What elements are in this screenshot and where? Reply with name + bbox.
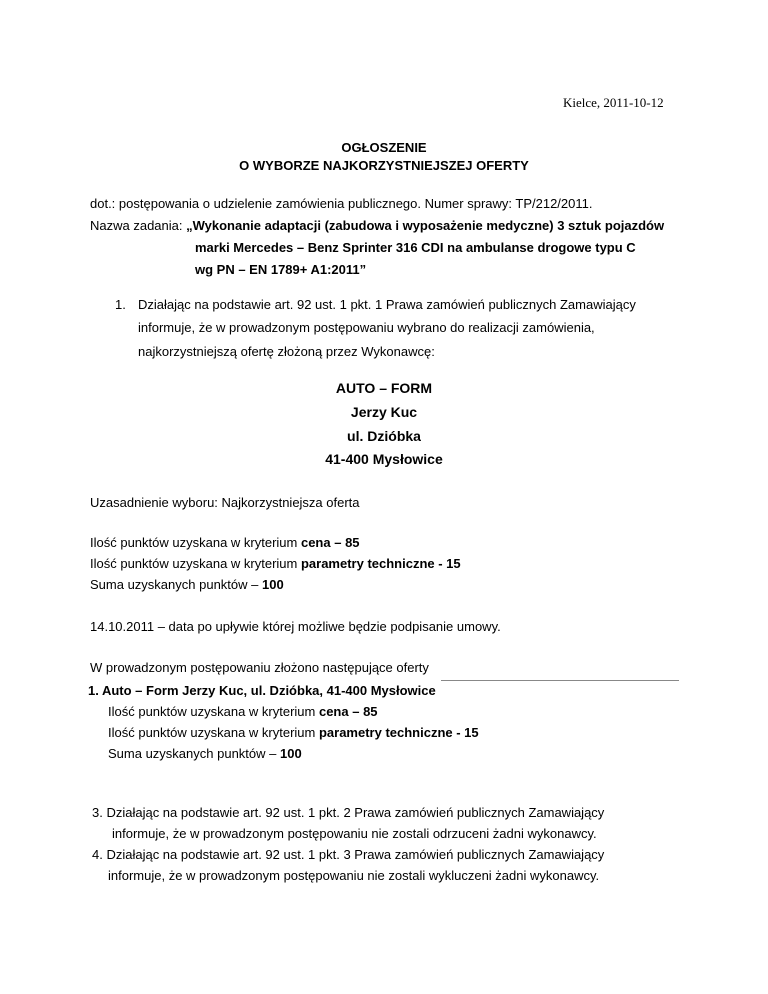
offer1-tech-label: parametry techniczne - 15 — [318, 725, 479, 740]
winner-person: Jerzy Kuc — [350, 404, 418, 420]
score-tech-label: parametry techniczne - 15 — [300, 556, 461, 571]
point1-number: 1. — [115, 297, 126, 312]
offer1-tech — [108, 725, 479, 741]
heading-line2: O WYBORZE NAJKORZYSTNIEJSZEJ OFERTY — [239, 158, 529, 173]
offer1-price-prefix: Ilość punktów uzyskana w kryterium — [108, 704, 319, 719]
point4-line2: informuje, że w prowadzonym postępowaniu nie zostali wykluczeni żadni wykonawcy. — [108, 868, 600, 883]
separator-line — [441, 680, 679, 681]
score-tech — [90, 556, 461, 572]
point1-line2: informuje, że w prowadzonym postępowaniu wybrano do realizacji zamówienia, — [138, 320, 595, 335]
task-title-line3: wg PN – EN 1789+ A1:2011” — [195, 262, 367, 277]
offer1-price-label: cena — [318, 704, 349, 719]
point3-line1: 3. Działając na podstawie art. 92 ust. 1 pkt. 2 Prawa zamówień publicznych Zamawiający — [92, 805, 605, 820]
date-place: Kielce, 2011-10-12 — [563, 95, 664, 110]
signing-date: 14.10.2011 – data po upływie której możliwe będzie podpisanie umowy. — [90, 619, 501, 634]
winner-city: 41-400 Mysłowice — [325, 451, 443, 467]
score-price-label: cena — [300, 535, 331, 550]
offer1-price — [108, 704, 378, 720]
heading-line1: OGŁOSZENIE — [341, 140, 427, 155]
offer1-price-value: – 85 — [348, 704, 378, 719]
task-title-line1: „Wykonanie adaptacji (zabudowa i wyposażenie medyczne) 3 sztuk pojazdów — [186, 218, 665, 233]
score-sum-value: 100 — [261, 577, 284, 592]
justification: Uzasadnienie wyboru: Najkorzystniejsza oferta — [90, 495, 360, 510]
score-tech-prefix: Ilość punktów uzyskana w kryterium — [90, 556, 301, 571]
score-sum — [90, 577, 284, 593]
point1-line1: Działając na podstawie art. 92 ust. 1 pkt. 1 Prawa zamówień publicznych Zamawiający — [138, 297, 636, 312]
winner-street: ul. Dzióbka — [347, 428, 421, 444]
reference-line: dot.: postępowania o udzielenie zamówienia publicznego. Numer sprawy: TP/212/2011. — [90, 196, 593, 211]
score-sum-prefix: Suma uzyskanych punktów – — [90, 577, 262, 592]
offer1-sum-prefix: Suma uzyskanych punktów – — [108, 746, 280, 761]
offers-intro: W prowadzonym postępowaniu złożono następujące oferty — [90, 660, 429, 675]
task-label: Nazwa zadania: — [90, 218, 187, 233]
point4-line1: 4. Działając na podstawie art. 92 ust. 1 pkt. 3 Prawa zamówień publicznych Zamawiający — [92, 847, 605, 862]
point1-line3: najkorzystniejszą ofertę złożoną przez Wykonawcę: — [138, 344, 435, 359]
offer1-title: 1. Auto – Form Jerzy Kuc, ul. Dzióbka, 41-400 Mysłowice — [88, 683, 436, 698]
offer1-tech-prefix: Ilość punktów uzyskana w kryterium — [108, 725, 319, 740]
offer1-sum-value: 100 — [279, 746, 302, 761]
task-title-line2: marki Mercedes – Benz Sprinter 316 CDI na ambulanse drogowe typu C — [195, 240, 636, 255]
task-name — [90, 218, 664, 234]
winner-name: AUTO – FORM — [335, 380, 433, 396]
offer1-sum — [108, 746, 302, 762]
score-price — [90, 535, 360, 551]
point3-line2: informuje, że w prowadzonym postępowaniu nie zostali odrzuceni żadni wykonawcy. — [112, 826, 597, 841]
score-price-value: – 85 — [330, 535, 360, 550]
score-price-prefix: Ilość punktów uzyskana w kryterium — [90, 535, 301, 550]
